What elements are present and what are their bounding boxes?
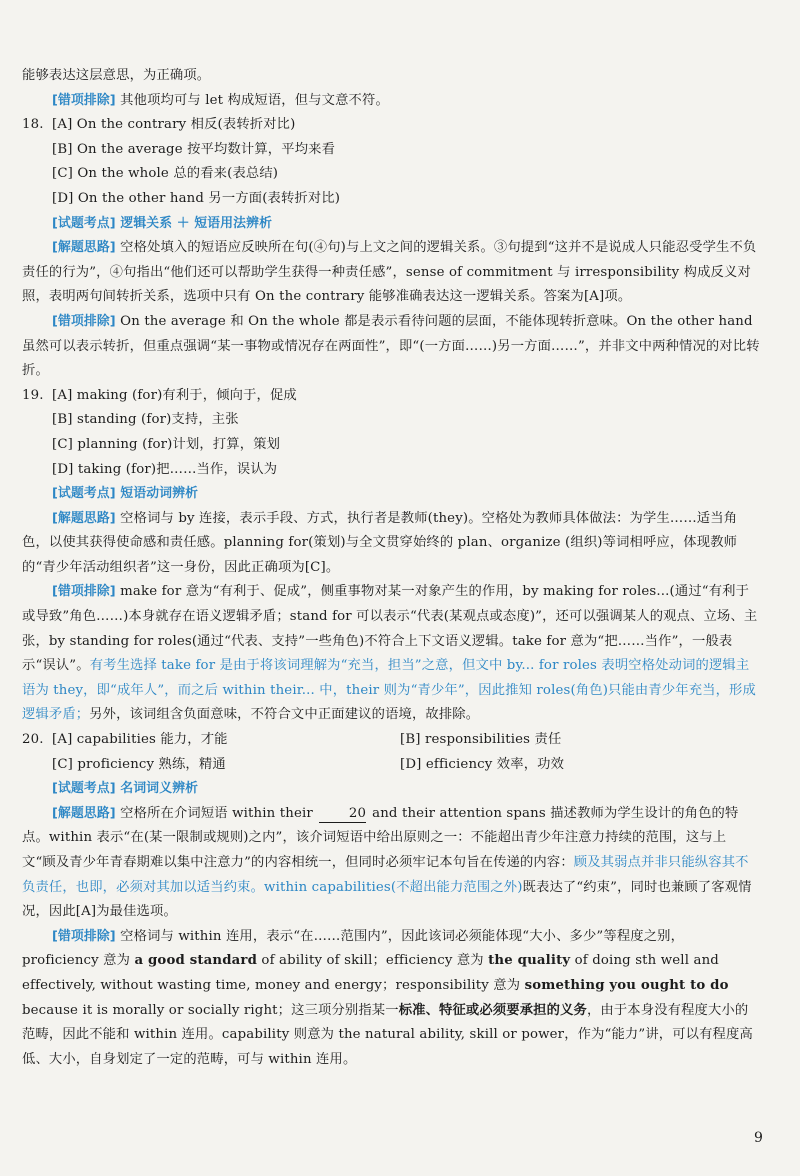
section-tag: [试题考点] [52, 781, 116, 797]
paragraph-text: 空格词与 within 连用，表示“在……范围内”，因此该词必须能体现“大小、多少”等程度之别，proficiency 意为 [22, 928, 685, 969]
paragraph-text: ，由于本身没有程度大小的范畴，因此不能和 within 连用。capability 则意为 the natural ability, skill or power，作为“能力”讲，可以有程度高低、大小，自身划定了一定的范畴，可与 within 连用。 [22, 1002, 753, 1067]
paragraph-text: of doing sth well and effectively, without wasting time, money and energy；responsibility 意为 [22, 953, 719, 993]
highlighted-text: 有考生选择 take for 是由于将该词理解为“充当，担当”之意，但文中 by... for roles 表明空格处动词的逻辑主语为 they，即“成年人”，而之后 within their... 中，their 则为“青少年”，因此推知 roles(角色)只能由青少年充当，形成逻辑矛盾； [22, 658, 756, 723]
section-tag: [错项排除] [52, 584, 116, 600]
paragraph-text: On the average 和 On the whole 都是表示看待问题的层面，不能体现转折意味。On the other hand 虽然可以表示转折，但重点强调“某一事物或情况存在两面性”，即“(一方面……)另一方面……”，并非文中两种情况的对比转折。 [22, 313, 760, 379]
page-number: 9 [754, 1130, 764, 1146]
error-exclusion-paragraph [22, 580, 760, 728]
section-tag: [错项排除] [52, 928, 116, 944]
section-tag: [解题思路] [52, 510, 116, 526]
text-line: 能够表达这层意思，为正确项。 [22, 68, 211, 83]
error-exclusion-paragraph [22, 310, 760, 384]
paragraph-text: 空格处填入的短语应反映所在句(④句)与上文之间的逻辑关系。③句提到“这并不是说成人只能忍受学生不负责任的行为”，④句指出“他们还可以帮助学生获得一种责任感”，sense of commitment 与 irresponsibility 构成反义对照，表明两句间转折关系，选项中只有 On the contrary 能够准确表达这一逻辑关系。答案为[A]项。 [22, 240, 757, 305]
bold-text: something you ought to do [524, 977, 729, 993]
exam-point-text: 逻辑关系 ＋ 短语用法辨析 [115, 215, 273, 231]
paragraph-text: make for 意为“有利于、促成”，侧重事物对某一对象产生的作用，by making for roles...(通过“有利于或导致”角色……)本身就存在语义逻辑矛盾；stand for 可以表示“代表(某观点或态度)”，还可以强调某人的观点、立场、主张，by standing for roles(通过“代表、支持”一些角色)不符合上下文语义逻辑。take for 意为“把……当作”，一般表示“误认”。 [22, 584, 758, 674]
error-exclusion-paragraph [22, 925, 760, 1073]
paragraph-text: 空格词与 by 连接，表示手段、方式，执行者是教师(they)。空格处为教师具体做法：为学生……适当角色，以使其获得使命感和责任感。planning for(策划)与全文贯穿始终的 plan、organize (组织)等词相呼应，体现教师的“青少年活动组织者”这一身份，因此正确项为[C]。 [22, 510, 738, 575]
option-b: [B] On the average 按平均数计算，平均来看 [52, 141, 336, 157]
section-tag: [试题考点] [52, 215, 116, 231]
option-c: [C] planning (for)计划，打算，策划 [52, 436, 281, 452]
option-d: [D] taking (for)把……当作，误认为 [52, 461, 278, 477]
section-tag: [解题思路] [52, 240, 116, 256]
option-a [22, 384, 760, 409]
option-text: [A] capabilities 能力，才能 [52, 732, 228, 748]
option-c: [C] On the whole 总的看来(表总结) [52, 166, 279, 182]
option-a [22, 113, 760, 138]
exam-point-text: 名词词义辨析 [115, 781, 199, 797]
option-row [22, 728, 760, 753]
bold-text: 标准、特征或必须要承担的义务 [398, 1002, 587, 1018]
paragraph-text: because it is morally or socially right；这三项分别指某一 [22, 1002, 399, 1018]
exam-point-text: 短语动词辨析 [115, 486, 199, 502]
option-row [22, 753, 760, 778]
solution-paragraph [22, 802, 760, 925]
option-text: [A] On the contrary 相反(表转折对比) [52, 117, 296, 133]
option-d: [D] efficiency 效率，功效 [400, 756, 565, 772]
paragraph-text: 另外，该词组含负面意味，不符合文中正面建议的语境，故排除。 [89, 707, 480, 723]
section-tag: [错项排除] [52, 92, 116, 108]
option-text: [A] making (for)有利于，倾向于，促成 [52, 387, 297, 403]
paragraph-text: 空格所在介词短语 within their [115, 805, 313, 821]
paragraph-text: of ability of skill；efficiency 意为 [257, 953, 489, 969]
section-tag: [解题思路] [52, 805, 116, 821]
paragraph-text: 其他项均可与 let 构成短语，但与文意不符。 [115, 92, 389, 108]
error-exclusion-paragraph [22, 89, 760, 114]
section-tag: [错项排除] [52, 313, 116, 329]
option-b: [B] standing (for)支持，主张 [52, 412, 239, 428]
option-c: [C] proficiency 熟练，精通 [52, 756, 226, 772]
answer-blank: 20 [319, 806, 366, 823]
paragraph-text: 既表达了“约束”，同时也兼顾了客观情况，因此[A]为最佳选项。 [22, 879, 752, 920]
section-tag: [试题考点] [52, 486, 116, 502]
exam-point-paragraph [22, 482, 760, 507]
bold-text: a good standard [134, 953, 258, 969]
question-number: 20. [22, 732, 44, 748]
exam-point-paragraph [22, 777, 760, 802]
exam-point-paragraph [22, 212, 760, 237]
question-number: 19. [22, 387, 44, 403]
option-a [22, 728, 400, 753]
solution-paragraph [22, 236, 760, 310]
paragraph-text: and their attention spans 描述教师为学生设计的角色的特点。within 表示“在(某一限制或规则)之内”，该介词短语中给出原则之一：不能超出青少年注意力持续的范围，这与上文“顾及青少年青春期难以集中注意力”的内容相统一，但同时必须牢记本句旨在传递的内容： [22, 805, 739, 870]
highlighted-text: 顾及其弱点并非只能纵容其不负责任，也即，必须对其加以适当约束。within capabilities(不超出能力范围之外) [22, 855, 749, 895]
option-d: [D] On the other hand 另一方面(表转折对比) [52, 190, 341, 206]
solution-paragraph [22, 507, 760, 581]
option-b: [B] responsibilities 责任 [400, 732, 562, 748]
bold-text: the quality [488, 953, 571, 969]
question-number: 18. [22, 117, 44, 133]
